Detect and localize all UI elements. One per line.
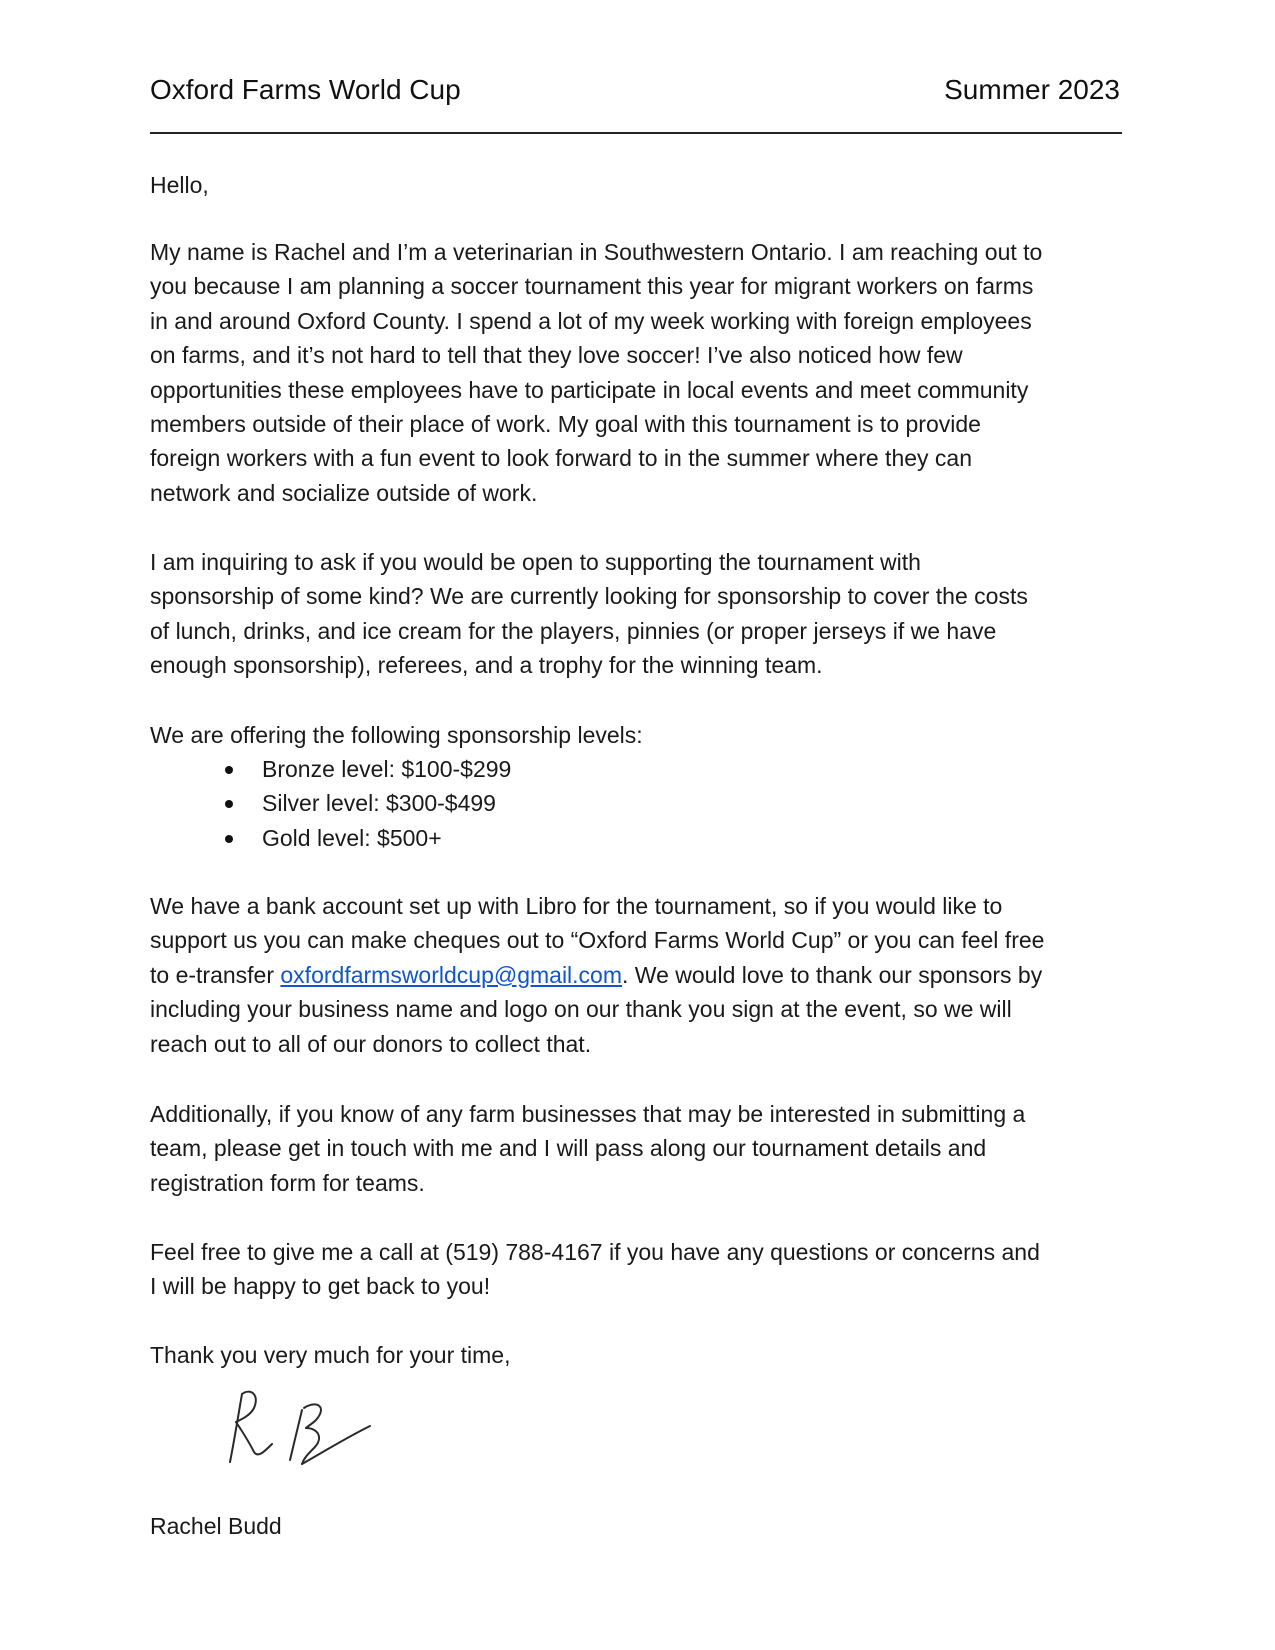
sponsorship-levels-list	[150, 752, 750, 855]
list-item	[150, 752, 750, 786]
intro-line: on farms, and it’s not hard to tell that they love soccer! I’ve also noticed how few	[150, 342, 963, 369]
intro-line: in and around Oxford County. I spend a lot of my week working with foreign employees	[150, 307, 1032, 334]
call-paragraph	[150, 1235, 1130, 1304]
list-item	[150, 821, 750, 855]
greeting: Hello,	[150, 172, 209, 198]
bullet-icon	[225, 800, 233, 808]
bank-line: including your business name and logo on our thank you sign at the event, so we will	[150, 996, 1012, 1023]
sponsorship-levels-intro: We are offering the following sponsorship levels:	[150, 722, 643, 748]
bank-line-text: . We would love to thank our sponsors by	[622, 961, 1043, 988]
sponsorship-level-gold: Gold level: $500+	[262, 824, 442, 851]
inquiry-line: sponsorship of some kind? We are currently looking for sponsorship to cover the costs	[150, 583, 1028, 610]
bank-line: support us you can make cheques out to “Oxford Farms World Cup” or you can feel free	[150, 927, 1045, 954]
signature-icon	[220, 1382, 380, 1472]
inquiry-paragraph	[150, 545, 1130, 683]
intro-line: foreign workers with a fun event to look forward to in the summer where they can	[150, 445, 973, 472]
sponsorship-level-bronze: Bronze level: $100-$299	[262, 756, 512, 782]
bank-line-text: to e-transfer	[150, 961, 281, 988]
bank-line: We have a bank account set up with Libro for the tournament, so if you would like to	[150, 893, 1003, 919]
intro-line: network and socialize outside of work.	[150, 479, 538, 506]
inquiry-line: of lunch, drinks, and ice cream for the players, pinnies (or proper jerseys if we have	[150, 617, 997, 644]
intro-line: members outside of their place of work. My goal with this tournament is to provide	[150, 410, 981, 437]
header-season: Summer 2023	[944, 74, 1120, 105]
bullet-icon	[225, 835, 233, 843]
additional-line: Additionally, if you know of any farm businesses that may be interested in submitting a	[150, 1101, 1026, 1127]
bank-line	[150, 958, 1130, 992]
email-link[interactable]: oxfordfarmsworldcup@gmail.com	[280, 961, 623, 988]
list-item	[150, 786, 750, 820]
inquiry-line: I am inquiring to ask if you would be open to supporting the tournament with	[150, 549, 921, 575]
bullet-icon	[225, 766, 233, 774]
additional-line: registration form for teams.	[150, 1169, 425, 1196]
intro-line: opportunities these employees have to participate in local events and meet community	[150, 376, 1029, 403]
intro-line: you because I am planning a soccer tournament this year for migrant workers on farms	[150, 273, 1034, 300]
bank-line: reach out to all of our donors to collect that.	[150, 1030, 592, 1057]
inquiry-line: enough sponsorship), referees, and a trophy for the winning team.	[150, 652, 823, 679]
header-title: Oxford Farms World Cup	[150, 74, 461, 105]
sponsorship-level-silver: Silver level: $300-$499	[262, 790, 496, 817]
signer-name: Rachel Budd	[150, 1513, 282, 1539]
letter-header	[150, 70, 1120, 110]
additional-line: team, please get in touch with me and I will pass along our tournament details and	[150, 1135, 987, 1162]
call-line: Feel free to give me a call at (519) 788-4167 if you have any questions or concerns and	[150, 1239, 1040, 1265]
additional-paragraph	[150, 1097, 1130, 1200]
bank-paragraph	[150, 889, 1130, 1061]
header-divider	[150, 132, 1122, 134]
closing-line: Thank you very much for your time,	[150, 1342, 511, 1368]
intro-line: My name is Rachel and I’m a veterinarian in Southwestern Ontario. I am reaching out to	[150, 239, 1043, 265]
call-line: I will be happy to get back to you!	[150, 1273, 491, 1300]
intro-paragraph	[150, 235, 1130, 510]
